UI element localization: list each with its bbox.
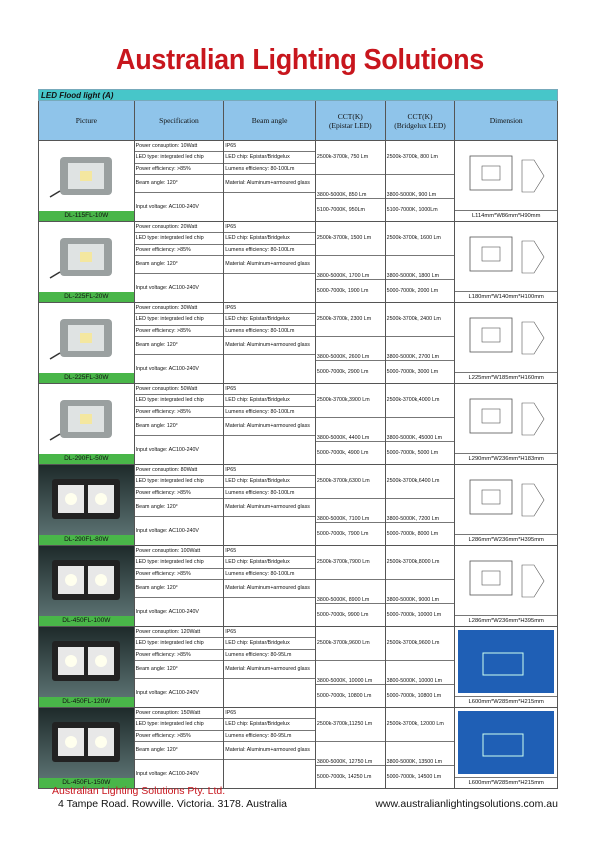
spec-input: Input voltage: AC100-240V (135, 608, 199, 615)
cct-bridgelux-2: 3800-5000K, 1800 Lm (386, 256, 455, 281)
cct-epistar-2: 3800-5000K, 10000 Lm (316, 661, 385, 686)
beam-ip: IP65 (224, 627, 315, 638)
spec-beam: Beam angle: 120° (135, 418, 224, 436)
dimension-drawing (455, 384, 557, 453)
spec-beam: Beam angle: 120° (135, 499, 224, 517)
beam-lumens: Lumens efficiency: 80-95Lm (224, 731, 315, 742)
cct-bridgelux-cell (386, 141, 456, 221)
beam-lumens: Lumens efficiency: 80-100Lm (224, 164, 315, 175)
cct-epistar-2: 3800-5000K, 12750 Lm (316, 742, 385, 767)
spec-beam: Beam angle: 120° (135, 661, 224, 679)
product-picture (39, 627, 135, 707)
cct-epistar-cell (316, 141, 386, 221)
dimension-drawing (455, 546, 557, 615)
cct-bridgelux-1: 2500k-3700k,6400 Lm (386, 465, 455, 499)
spec-efficiency: Power efficiency: >85% (135, 488, 224, 499)
product-picture (39, 141, 135, 221)
specification-cell (135, 141, 225, 221)
cct-epistar-cell (316, 708, 386, 788)
spec-led-type: LED type: integrated led chip (135, 638, 224, 649)
cct-epistar-cell (316, 384, 386, 464)
beam-cell (224, 465, 316, 545)
cct-bridgelux-1: 2500k-3700k,4000 Lm (386, 384, 455, 418)
spec-led-type: LED type: integrated led chip (135, 476, 224, 487)
cct-epistar-2: 3800-5000K, 2600 Lm (316, 337, 385, 362)
dimension-drawing (455, 303, 557, 372)
cct-bridgelux-1: 2500k-3700k, 800 Lm (386, 141, 455, 175)
dimension-cell (455, 303, 557, 383)
cct-bridgelux-1: 2500k-3700k,9600 Lm (386, 627, 455, 661)
spec-efficiency: Power efficiency: >85% (135, 407, 224, 418)
footer-website[interactable]: www.australianlightingsolutions.com.au (375, 798, 558, 810)
cct-epistar-1: 2500k-3700k,3900 Lm (316, 384, 385, 418)
spec-power: Power consuption: 150Watt (135, 708, 224, 719)
dimension-text: L600mm*W285mm*H215mm (455, 696, 557, 707)
cct-bridgelux-cell (386, 303, 456, 383)
spec-beam: Beam angle: 120° (135, 256, 224, 274)
model-number: DL-290FL-80W (39, 535, 134, 545)
spec-led-type: LED type: integrated led chip (135, 719, 224, 730)
beam-chip: LED chip: Epistar/Bridgelux (224, 719, 315, 730)
beam-chip: LED chip: Epistar/Bridgelux (224, 152, 315, 163)
flood-light-image (39, 222, 134, 292)
specification-cell (135, 222, 225, 302)
cct-epistar-3: 5000-7000k, 14250 Lm (316, 774, 372, 781)
dimension-cell (455, 708, 557, 788)
spec-power: Power consuption: 100Watt (135, 546, 224, 557)
cct-bridgelux-3: 5000-7000k, 10000 Lm (386, 612, 442, 619)
dimension-text: L114mm*W86mm*H90mm (455, 210, 557, 221)
spec-input: Input voltage: AC100-240V (135, 365, 199, 372)
beam-lumens: Lumens efficiency: 80-100Lm (224, 407, 315, 418)
specification-cell (135, 465, 225, 545)
table-header (38, 101, 558, 141)
beam-ip: IP65 (224, 384, 315, 395)
cct-bridgelux-3: 5000-7000k, 5000 Lm (386, 450, 439, 457)
spec-efficiency: Power efficiency: >85% (135, 326, 224, 337)
beam-material: Material: Aluminum+armoured glass (224, 499, 315, 517)
dimension-drawing (455, 222, 557, 291)
cct-epistar-cell (316, 303, 386, 383)
product-row (38, 627, 558, 708)
beam-ip: IP65 (224, 546, 315, 557)
beam-material: Material: Aluminum+armoured glass (224, 661, 315, 679)
cct-epistar-3: 5000-7000k, 4900 Lm (316, 450, 369, 457)
dimension-cell (455, 141, 557, 221)
beam-cell (224, 384, 316, 464)
product-row (38, 546, 558, 627)
beam-ip: IP65 (224, 465, 315, 476)
cct-bridgelux-3: 5000-7000k, 8000 Lm (386, 531, 439, 538)
cct-bridgelux-3: 5000-7000k, 2000 Lm (386, 288, 439, 295)
product-row (38, 465, 558, 546)
specification-cell (135, 708, 225, 788)
model-number: DL-225FL-20W (39, 292, 134, 302)
cct-bridgelux-3: 5100-7000K, 1000Lm (386, 207, 438, 214)
specification-cell (135, 627, 225, 707)
cct-epistar-3: 5000-7000k, 7900 Lm (316, 531, 369, 538)
cct-epistar-3: 5000-7000k, 2900 Lm (316, 369, 369, 376)
beam-ip: IP65 (224, 303, 315, 314)
cct-epistar-cell (316, 222, 386, 302)
specification-cell (135, 384, 225, 464)
cct-epistar-cell (316, 465, 386, 545)
spec-led-type: LED type: integrated led chip (135, 314, 224, 325)
header-cct-bridgelux: CCT(K) (Bridgelux LED) (386, 101, 456, 140)
model-number: DL-450FL-100W (39, 616, 134, 626)
spec-led-type: LED type: integrated led chip (135, 233, 224, 244)
cct-epistar-1: 2500k-3700k, 1500 Lm (316, 222, 385, 256)
beam-lumens: Lumens efficiency: 80-100Lm (224, 326, 315, 337)
cct-bridgelux-1: 2500k-3700k,8000 Lm (386, 546, 455, 580)
dimension-drawing (455, 141, 557, 210)
dimension-text: L290mm*W236mm*H183mm (455, 453, 557, 464)
cct-bridgelux-cell (386, 465, 456, 545)
dimension-cell (455, 627, 557, 707)
beam-cell (224, 627, 316, 707)
specification-cell (135, 546, 225, 626)
product-picture (39, 546, 135, 626)
cct-epistar-3: 5000-7000k, 9900 Lm (316, 612, 369, 619)
cct-bridgelux-cell (386, 222, 456, 302)
model-number: DL-225FL-30W (39, 373, 134, 383)
cct-epistar-1: 2500k-3700k,6300 Lm (316, 465, 385, 499)
cct-epistar-2: 3800-5000K, 8900 Lm (316, 580, 385, 605)
product-picture (39, 708, 135, 788)
beam-material: Material: Aluminum+armoured glass (224, 175, 315, 193)
model-number: DL-450FL-150W (39, 778, 134, 788)
beam-chip: LED chip: Epistar/Bridgelux (224, 233, 315, 244)
spec-power: Power consuption: 30Watt (135, 303, 224, 314)
cct-bridgelux-2: 3800-5000K, 10000 Lm (386, 661, 455, 686)
cct-bridgelux-2: 3800-5000K, 45000 Lm (386, 418, 455, 443)
product-row (38, 141, 558, 222)
product-row (38, 384, 558, 465)
cct-epistar-1: 2500k-3700k, 750 Lm (316, 141, 385, 175)
cct-epistar-cell (316, 627, 386, 707)
spec-power: Power consuption: 50Watt (135, 384, 224, 395)
spec-led-type: LED type: integrated led chip (135, 557, 224, 568)
beam-lumens: Lumens efficiency: 80-95Lm (224, 650, 315, 661)
product-table (38, 89, 558, 789)
dimension-text: L225mm*W185mm*H160mm (455, 372, 557, 383)
spec-power: Power consuption: 80Watt (135, 465, 224, 476)
beam-ip: IP65 (224, 141, 315, 152)
product-row (38, 708, 558, 789)
cct-epistar-1: 2500k-3700k,7900 Lm (316, 546, 385, 580)
beam-cell (224, 546, 316, 626)
spec-beam: Beam angle: 120° (135, 337, 224, 355)
cct-bridgelux-2: 3800-5000K, 2700 Lm (386, 337, 455, 362)
dimension-drawing (458, 711, 554, 774)
product-picture (39, 384, 135, 464)
spec-power: Power consuption: 120Watt (135, 627, 224, 638)
beam-material: Material: Aluminum+armoured glass (224, 418, 315, 436)
spec-power: Power consuption: 10Watt (135, 141, 224, 152)
beam-chip: LED chip: Epistar/Bridgelux (224, 638, 315, 649)
cct-epistar-1: 2500k-3700k, 2300 Lm (316, 303, 385, 337)
spec-beam: Beam angle: 120° (135, 742, 224, 760)
cct-epistar-2: 3800-5000K, 4400 Lm (316, 418, 385, 443)
beam-material: Material: Aluminum+armoured glass (224, 742, 315, 760)
cct-epistar-cell (316, 546, 386, 626)
flood-light-image (39, 303, 134, 373)
flood-light-image (39, 465, 134, 535)
cct-bridgelux-2: 3800-5000K, 13500 Lm (386, 742, 455, 767)
footer-company: Australian Lighting Solutions Pty. Ltd. (52, 785, 226, 797)
spec-input: Input voltage: AC100-240V (135, 770, 199, 777)
beam-chip: LED chip: Epistar/Bridgelux (224, 395, 315, 406)
beam-lumens: Lumens efficiency: 80-100Lm (224, 488, 315, 499)
beam-cell (224, 222, 316, 302)
cct-bridgelux-1: 2500k-3700k, 2400 Lm (386, 303, 455, 337)
spec-efficiency: Power efficiency: >85% (135, 164, 224, 175)
cct-bridgelux-2: 3800-5000K, 7200 Lm (386, 499, 455, 524)
beam-material: Material: Aluminum+armoured glass (224, 337, 315, 355)
spec-input: Input voltage: AC100-240V (135, 527, 199, 534)
spec-efficiency: Power efficiency: >85% (135, 569, 224, 580)
cct-bridgelux-3: 5000-7000k, 14500 Lm (386, 774, 442, 781)
dimension-drawing (458, 630, 554, 693)
product-picture (39, 465, 135, 545)
cct-epistar-3: 5000-7000k, 1900 Lm (316, 288, 369, 295)
spec-beam: Beam angle: 120° (135, 175, 224, 193)
header-cct-epistar: CCT(K) (Epistar LED) (316, 101, 386, 140)
beam-material: Material: Aluminum+armoured glass (224, 256, 315, 274)
product-row (38, 303, 558, 384)
dimension-text: L180mm*W140mm*H100mm (455, 291, 557, 302)
cct-epistar-3: 5000-7000k, 10800 Lm (316, 693, 372, 700)
dimension-cell (455, 222, 557, 302)
beam-cell (224, 303, 316, 383)
beam-cell (224, 708, 316, 788)
header-picture: Picture (39, 101, 135, 140)
dimension-text: L286mm*W236mm*H395mm (455, 615, 557, 626)
dimension-drawing (455, 465, 557, 534)
spec-led-type: LED type: integrated led chip (135, 395, 224, 406)
cct-bridgelux-cell (386, 627, 456, 707)
beam-chip: LED chip: Epistar/Bridgelux (224, 314, 315, 325)
beam-lumens: Lumens efficiency: 80-100Lm (224, 245, 315, 256)
spec-input: Input voltage: AC100-240V (135, 284, 199, 291)
cct-epistar-1: 2500k-3700k,11250 Lm (316, 708, 385, 742)
cct-bridgelux-cell (386, 384, 456, 464)
flood-light-image (39, 627, 134, 697)
product-row (38, 222, 558, 303)
beam-lumens: Lumens efficiency: 80-100Lm (224, 569, 315, 580)
footer-address: 4 Tampe Road. Rowville. Victoria. 3178. Australia (58, 798, 287, 810)
cct-bridgelux-1: 2500k-3700k, 12000 Lm (386, 708, 455, 742)
model-number: DL-115FL-10W (39, 211, 134, 221)
cct-bridgelux-cell (386, 546, 456, 626)
model-number: DL-450FL-120W (39, 697, 134, 707)
cct-epistar-2: 3800-5000K, 1700 Lm (316, 256, 385, 281)
cct-epistar-3: 5100-7000K, 950Lm (316, 207, 365, 214)
beam-chip: LED chip: Epistar/Bridgelux (224, 476, 315, 487)
page-title: Australian Lighting Solutions (116, 44, 484, 76)
beam-cell (224, 141, 316, 221)
cct-bridgelux-2: 3800-5000K, 900 Lm (386, 175, 455, 200)
dimension-cell (455, 546, 557, 626)
cct-bridgelux-cell (386, 708, 456, 788)
product-picture (39, 222, 135, 302)
header-dimension: Dimension (489, 116, 523, 125)
spec-led-type: LED type: integrated led chip (135, 152, 224, 163)
spec-input: Input voltage: AC100-240V (135, 689, 199, 696)
beam-material: Material: Aluminum+armoured glass (224, 580, 315, 598)
flood-light-image (39, 141, 134, 211)
flood-light-image (39, 546, 134, 616)
cct-epistar-2: 3800-5000K, 850 Lm (316, 175, 385, 200)
header-beam-angle: Beam angle (224, 101, 316, 140)
flood-light-image (39, 384, 134, 454)
spec-efficiency: Power efficiency: >85% (135, 650, 224, 661)
dimension-cell (455, 384, 557, 464)
spec-input: Input voltage: AC100-240V (135, 203, 199, 210)
spec-efficiency: Power efficiency: >85% (135, 245, 224, 256)
header-specification: Specification (135, 101, 225, 140)
specification-cell (135, 303, 225, 383)
cct-bridgelux-1: 2500k-3700k, 1600 Lm (386, 222, 455, 256)
flood-light-image (39, 708, 134, 778)
cct-epistar-1: 2500k-3700k,9600 Lm (316, 627, 385, 661)
spec-input: Input voltage: AC100-240V (135, 446, 199, 453)
cct-bridgelux-2: 3800-5000K, 9000 Lm (386, 580, 455, 605)
spec-beam: Beam angle: 120° (135, 580, 224, 598)
product-picture (39, 303, 135, 383)
cct-bridgelux-3: 5000-7000k, 10800 Lm (386, 693, 442, 700)
dimension-text: L600mm*W285mm*H215mm (455, 777, 557, 788)
spec-efficiency: Power efficiency: >85% (135, 731, 224, 742)
dimension-cell (455, 465, 557, 545)
beam-ip: IP65 (224, 708, 315, 719)
model-number: DL-290FL-50W (39, 454, 134, 464)
dimension-text: L286mm*W236mm*H395mm (455, 534, 557, 545)
section-title: LED Flood light (A) (38, 89, 558, 101)
spec-power: Power consuption: 20Watt (135, 222, 224, 233)
cct-bridgelux-3: 5000-7000k, 3000 Lm (386, 369, 439, 376)
cct-epistar-2: 3800-5000K, 7100 Lm (316, 499, 385, 524)
beam-chip: LED chip: Epistar/Bridgelux (224, 557, 315, 568)
beam-ip: IP65 (224, 222, 315, 233)
